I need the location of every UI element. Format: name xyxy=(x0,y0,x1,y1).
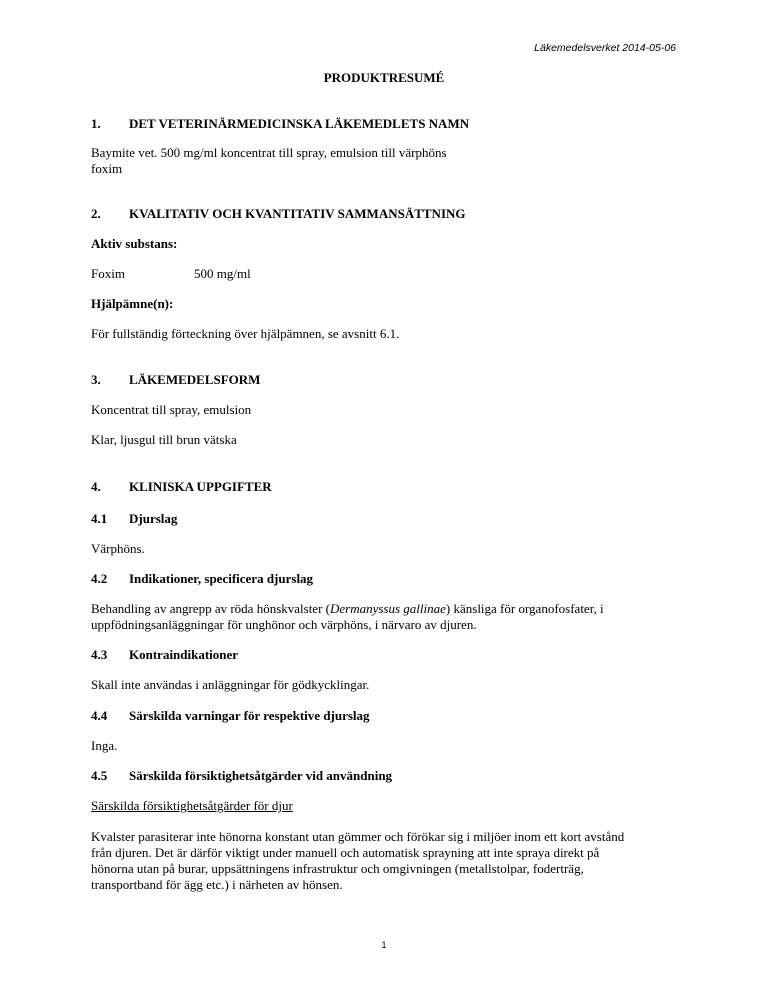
form-line-1: Koncentrat till spray, emulsion xyxy=(91,402,252,417)
section-1-heading xyxy=(91,116,676,132)
header-agency-date: Läkemedelsverket 2014-05-06 xyxy=(534,42,676,54)
subsection-4-3-heading xyxy=(91,647,676,663)
subsection-title: Djurslag xyxy=(129,511,178,526)
subsection-4-4-heading xyxy=(91,708,676,724)
subsection-title: Särskilda försiktighetsåtgärder vid användning xyxy=(129,768,393,783)
product-name-line: Baymite vet. 500 mg/ml koncentrat till spray, emulsion till värphöns xyxy=(91,145,447,160)
section-number: 2. xyxy=(91,206,101,221)
subsection-title: Kontraindikationer xyxy=(129,647,239,662)
subsection-number: 4.5 xyxy=(91,768,108,783)
section-4-heading xyxy=(91,479,676,495)
subsection-4-1-text: Värphöns. xyxy=(91,541,145,556)
section-number: 4. xyxy=(91,479,101,494)
subsection-number: 4.1 xyxy=(91,511,108,526)
subsection-4-5-underlined-heading: Särskilda försiktighetsåtgärder för djur xyxy=(91,798,293,813)
substance-amount: 500 mg/ml xyxy=(194,266,251,281)
paragraph-line: från djuren. Det är därför viktigt under manuell och automatisk sprayning att inte spraya direkt på xyxy=(91,845,600,860)
subsection-4-5-heading xyxy=(91,768,676,784)
paragraph-line: transportband för ägg etc.) i närheten av hönsen. xyxy=(91,877,343,892)
subsection-4-4-text: Inga. xyxy=(91,738,118,753)
subsection-4-1-heading xyxy=(91,511,676,527)
subsection-title: Särskilda varningar för respektive djurslag xyxy=(129,708,370,723)
subsection-number: 4.3 xyxy=(91,647,108,662)
paragraph-line: hönorna utan på burar, uppsättningens infrastruktur och omgivningen (metallstolpar, foderträg, xyxy=(91,861,584,876)
subsection-title: Indikationer, specificera djurslag xyxy=(129,571,314,586)
section-3-heading xyxy=(91,372,676,388)
substance-row xyxy=(91,266,676,282)
document-title: PRODUKTRESUMÉ xyxy=(323,70,445,85)
section-number: 1. xyxy=(91,116,101,131)
active-substance-label: Aktiv substans: xyxy=(91,236,178,251)
indication-text-b: ) känsliga för organofosfater, i xyxy=(445,601,604,616)
section-title: LÄKEMEDELSFORM xyxy=(129,372,261,387)
subsection-4-2-text-line2: uppfödningsanläggningar för unghönor och värphöns, i närvaro av djuren. xyxy=(91,617,477,632)
paragraph-line: Kvalster parasiterar inte hönorna konstant utan gömmer och förökar sig i miljöer inom ett kort avstånd xyxy=(91,829,625,844)
subsection-4-2-text xyxy=(91,601,676,617)
species-name: Dermanyssus gallinae xyxy=(329,601,446,616)
form-line-2: Klar, ljusgul till brun vätska xyxy=(91,432,237,447)
section-2-heading xyxy=(91,206,676,222)
excipient-text: För fullständig förteckning över hjälpämnen, se avsnitt 6.1. xyxy=(91,326,400,341)
section-title: KVALITATIV OCH KVANTITATIV SAMMANSÄTTNING xyxy=(129,206,466,221)
section-title: DET VETERINÄRMEDICINSKA LÄKEMEDLETS NAMN xyxy=(129,116,470,131)
substance-name: Foxim xyxy=(91,266,125,281)
section-number: 3. xyxy=(91,372,101,387)
section-title: KLINISKA UPPGIFTER xyxy=(129,479,272,494)
subsection-4-2-heading xyxy=(91,571,676,587)
excipient-label: Hjälpämne(n): xyxy=(91,296,174,311)
indication-text-a: Behandling av angrepp av röda hönskvalster ( xyxy=(91,601,330,616)
page-number: 1 xyxy=(381,940,387,950)
subsection-number: 4.2 xyxy=(91,571,108,586)
subsection-4-3-text: Skall inte användas i anläggningar för gödkycklingar. xyxy=(91,677,370,692)
subsection-number: 4.4 xyxy=(91,708,108,723)
active-substance-line: foxim xyxy=(91,161,123,176)
